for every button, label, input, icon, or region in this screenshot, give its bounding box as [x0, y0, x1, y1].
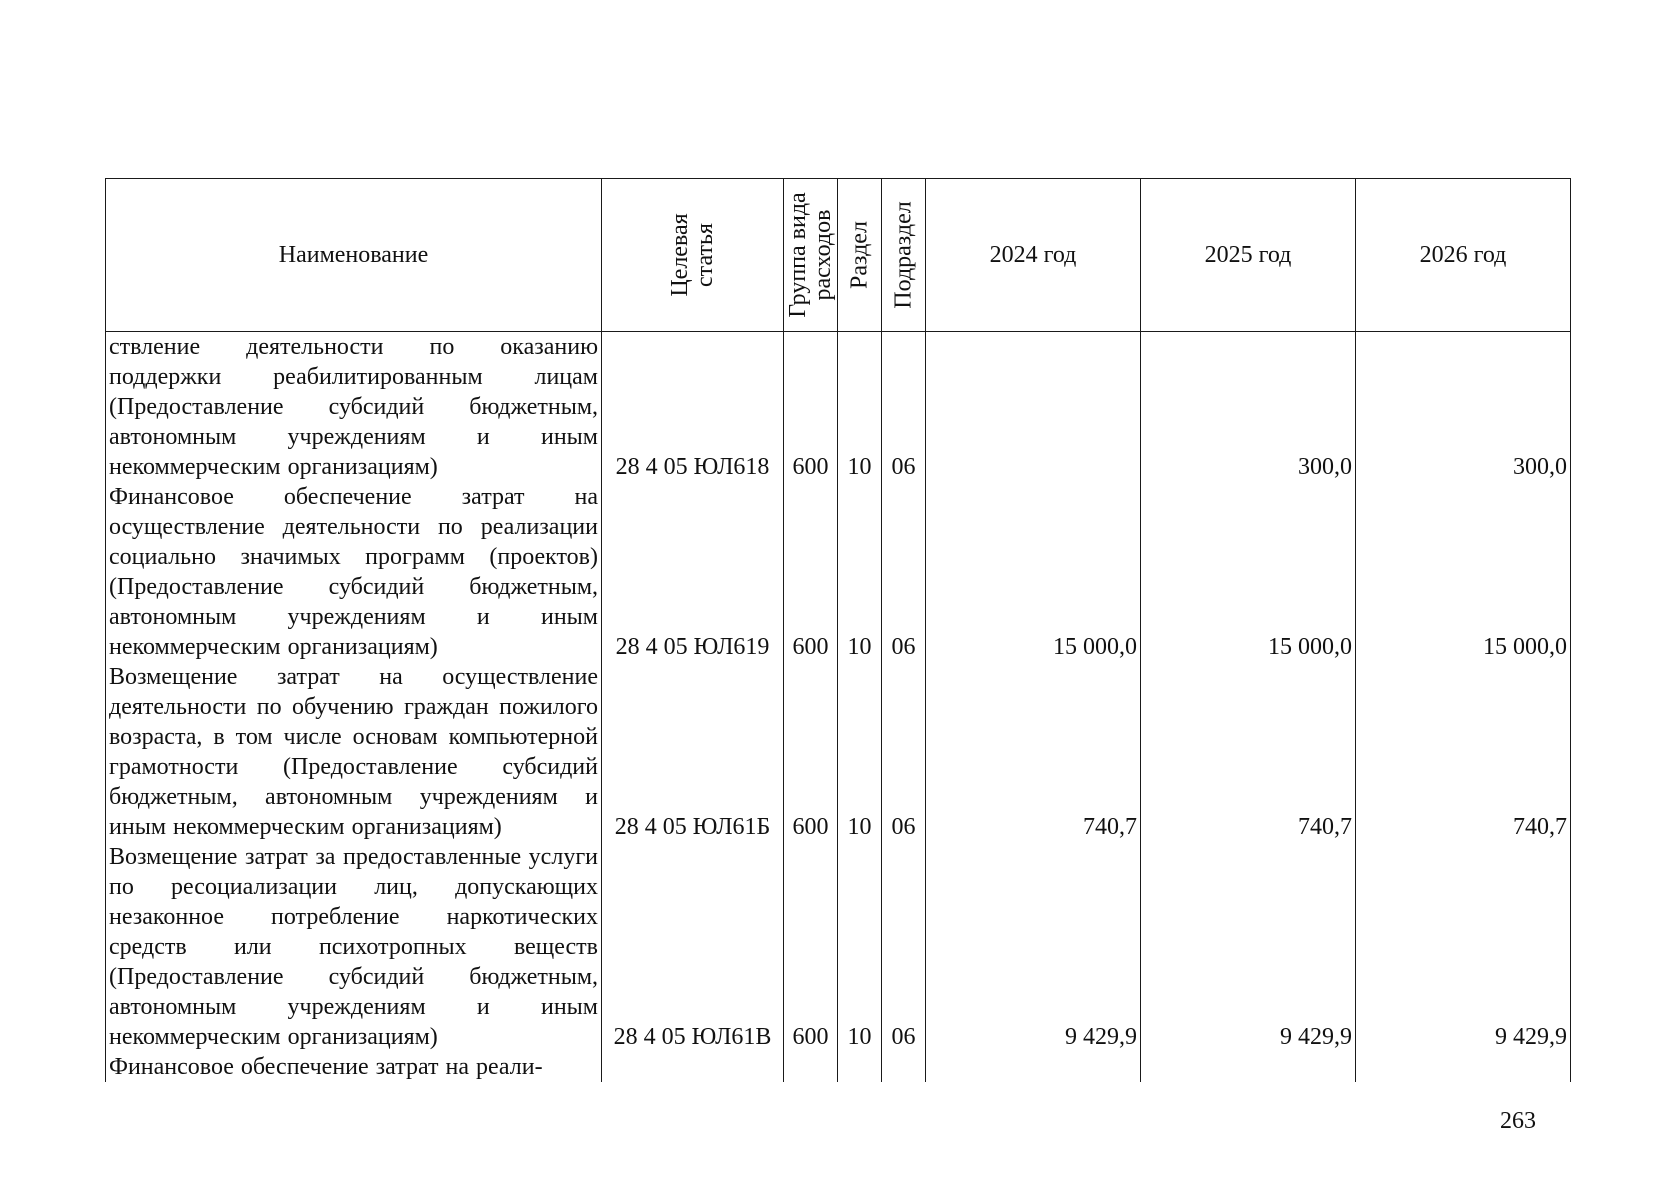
row-section: 10 — [838, 662, 882, 842]
table-row — [106, 662, 1571, 842]
row-subsection: 06 — [882, 842, 926, 1052]
header-section-label: Раздел — [846, 221, 872, 289]
header-expense-group-line1: Группа вида — [784, 192, 811, 318]
row-section: 10 — [838, 332, 882, 483]
table-row — [106, 482, 1571, 662]
row-2026: 9 429,9 — [1356, 842, 1571, 1052]
budget-table — [105, 178, 1571, 1082]
row-target-article: 28 4 05 ЮЛ61В — [602, 842, 784, 1052]
row-2025: 9 429,9 — [1141, 842, 1356, 1052]
row-expense-group: 600 — [784, 332, 838, 483]
table-row — [106, 842, 1571, 1052]
table-row — [106, 332, 1571, 483]
header-subsection — [882, 179, 926, 332]
header-target-article-line2: статья — [691, 223, 718, 287]
row-subsection — [882, 1052, 926, 1082]
header-2025: 2025 год — [1141, 179, 1356, 332]
row-expense-group — [784, 1052, 838, 1082]
header-target-article-line1: Целевая — [666, 213, 693, 297]
row-target-article: 28 4 05 ЮЛ619 — [602, 482, 784, 662]
page-number: 263 — [1500, 1108, 1536, 1134]
row-2024: 9 429,9 — [926, 842, 1141, 1052]
row-section: 10 — [838, 842, 882, 1052]
row-subsection: 06 — [882, 332, 926, 483]
header-section — [838, 179, 882, 332]
row-name: Возмещение затрат за предоставленные услуги по ресоциализации лиц, допускающих незаконное потребление наркотических средств или психотропных веществ (Предоставление субсидий бюджетным, автономным учреждениям и иным некоммерческим организациям) — [106, 842, 602, 1052]
row-2024: 740,7 — [926, 662, 1141, 842]
row-name: Финансовое обеспечение затрат на реали- — [106, 1052, 602, 1082]
header-subsection-label: Подраздел — [890, 201, 916, 309]
row-subsection: 06 — [882, 482, 926, 662]
table-row — [106, 1052, 1571, 1082]
row-2026: 740,7 — [1356, 662, 1571, 842]
row-section — [838, 1052, 882, 1082]
header-expense-group-line2: расходов — [809, 209, 836, 301]
row-subsection: 06 — [882, 662, 926, 842]
row-2026 — [1356, 1052, 1571, 1082]
row-2025: 300,0 — [1141, 332, 1356, 483]
table-header-row — [106, 179, 1571, 332]
header-2024: 2024 год — [926, 179, 1141, 332]
row-2025: 15 000,0 — [1141, 482, 1356, 662]
header-name: Наименование — [106, 179, 602, 332]
header-target-article — [602, 179, 784, 332]
row-2026: 15 000,0 — [1356, 482, 1571, 662]
row-2025 — [1141, 1052, 1356, 1082]
row-expense-group: 600 — [784, 482, 838, 662]
row-expense-group: 600 — [784, 842, 838, 1052]
row-2024 — [926, 1052, 1141, 1082]
row-target-article: 28 4 05 ЮЛ61Б — [602, 662, 784, 842]
row-2024 — [926, 332, 1141, 483]
row-name: ствление деятельности по оказанию поддержки реабилитированным лицам (Предоставление субсидий бюджетным, автономным учреждениям и иным некоммерческим организациям) — [106, 332, 602, 483]
row-target-article: 28 4 05 ЮЛ618 — [602, 332, 784, 483]
row-2024: 15 000,0 — [926, 482, 1141, 662]
header-2026: 2026 год — [1356, 179, 1571, 332]
row-2026: 300,0 — [1356, 332, 1571, 483]
row-expense-group: 600 — [784, 662, 838, 842]
row-name: Возмещение затрат на осуществление деятельности по обучению граждан пожилого возраста, в том числе основам компьютерной грамотности (Предоставление субсидий бюджетным, автономным учреждениям и иным некоммерческим организациям) — [106, 662, 602, 842]
row-target-article — [602, 1052, 784, 1082]
header-expense-group — [784, 179, 838, 332]
row-section: 10 — [838, 482, 882, 662]
row-2025: 740,7 — [1141, 662, 1356, 842]
row-name: Финансовое обеспечение затрат на осуществление деятельности по реализации социально значимых программ (проектов) (Предоставление субсидий бюджетным, автономным учреждениям и иным некоммерческим организациям) — [106, 482, 602, 662]
